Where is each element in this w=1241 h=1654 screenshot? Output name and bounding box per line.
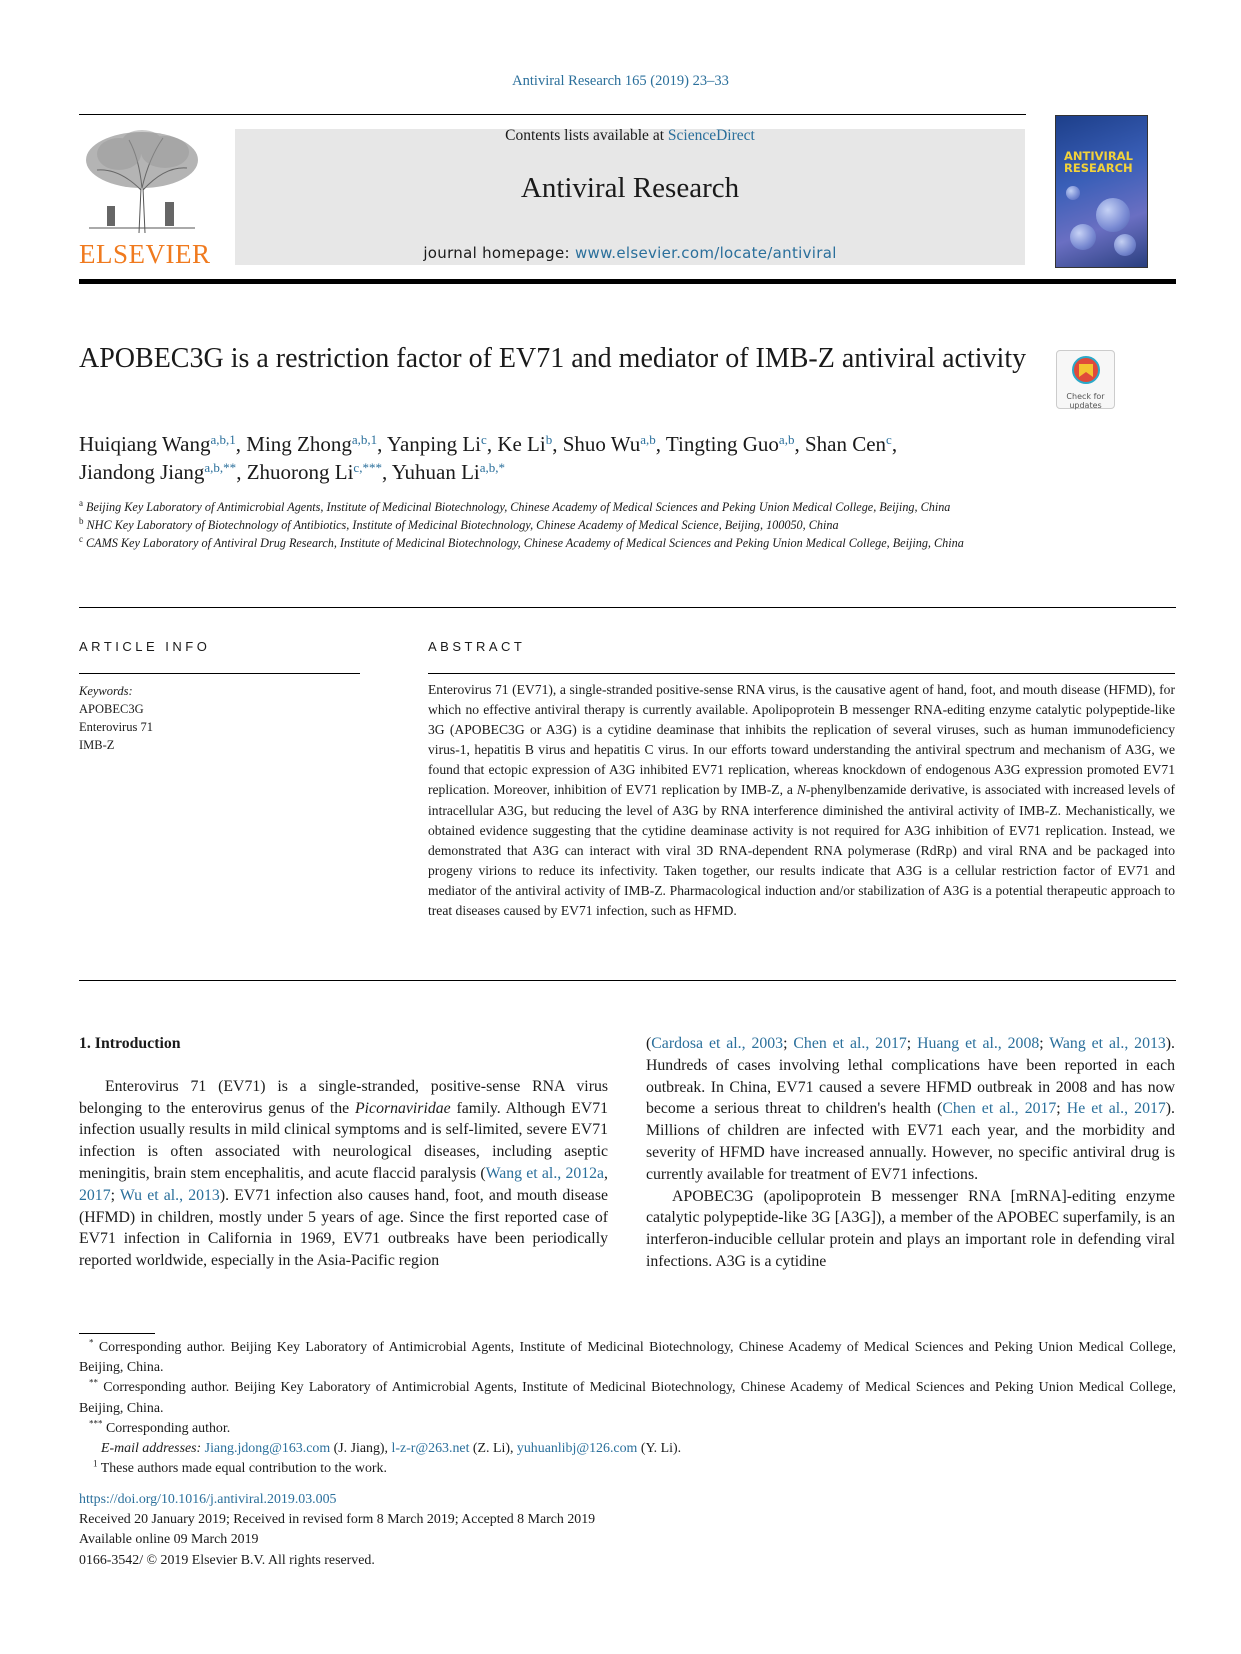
author-name[interactable]: Zhuorong Li: [246, 460, 354, 484]
affiliation-mark: a: [79, 497, 83, 508]
keywords-label: Keywords:: [79, 684, 133, 698]
affiliation-mark: c: [79, 533, 83, 544]
author-affiliation-mark[interactable]: b: [545, 432, 553, 447]
author-name[interactable]: Jiandong Jiang: [79, 460, 205, 484]
masthead-rule: [79, 279, 1176, 284]
author-separator: ,: [655, 432, 666, 456]
author-separator: ,: [377, 432, 387, 456]
author-name[interactable]: Yuhuan Li: [391, 460, 480, 484]
sciencedirect-link[interactable]: ScienceDirect: [667, 127, 755, 144]
article-metadata: [79, 1490, 595, 1571]
text-run: ;: [1056, 1100, 1067, 1118]
author-separator: ,: [236, 460, 247, 484]
text-run: Enterovirus 71 (EV71) is a single-stranded, positive-sense RNA virus belonging to the enterovirus genus of the: [79, 1077, 608, 1117]
citation-link[interactable]: Chen et al., 2017: [793, 1035, 907, 1052]
copyright: 0166-3542/ © 2019 Elsevier B.V. All rights reserved.: [79, 1552, 375, 1568]
affiliation-item: [79, 516, 1039, 534]
email-footnote: [79, 1439, 1176, 1459]
author-list: [79, 430, 1179, 486]
author-separator: ,: [891, 432, 898, 456]
footnote-text: (Y. Li).: [637, 1441, 682, 1457]
footnote-mark: *: [89, 1337, 94, 1348]
author-separator: ,: [552, 432, 563, 456]
intro-paragraph-continued: [646, 1033, 1175, 1186]
cover-virus-graphic: [1096, 198, 1130, 232]
abstract-bottom-rule: [79, 980, 1176, 981]
email-link[interactable]: yuhuanlibj@126.com: [516, 1441, 638, 1457]
author-affiliation-mark[interactable]: c: [481, 432, 487, 447]
footnote: [79, 1338, 1176, 1378]
text-run: (: [646, 1035, 652, 1052]
author-name[interactable]: Yanping Li: [386, 432, 482, 456]
citation-link[interactable]: Wu et al., 2013: [119, 1186, 220, 1204]
email-label: E-mail addresses:: [101, 1441, 202, 1457]
keyword-item: IMB-Z: [79, 738, 115, 752]
affiliation-item: [79, 498, 1039, 516]
affiliation-mark: b: [79, 515, 84, 526]
affiliation-list: [79, 498, 1039, 552]
abstract-part: Enterovirus 71 (EV71), a single-stranded positive-sense RNA virus, is the causative agent of hand, foot, and mouth disease (HFMD), for which no effective antiviral therapy is currently available. Apolipoprotein B messenger RNA-editing enzyme catalytic polypeptide-like 3G (APOBEC3G or A3G) is a cytidine deaminase that inhibits the replication of several viruses, such as human immunodeficiency virus-1, hepatitis B virus and hepatitis C virus. In our efforts toward understanding the antiviral spectrum and mechanism of A3G, we found that ectopic expression of A3G inhibited EV71 replication, whereas knockdown of endogenous A3G expression promoted EV71 replication. Moreover, inhibition of EV71 replication by IMB-Z, a: [428, 682, 1175, 798]
affiliation-item: [79, 534, 1039, 552]
author-separator: ,: [381, 460, 392, 484]
journal-masthead: [235, 129, 1025, 265]
abstract-italic: N: [796, 782, 806, 798]
available-online: Available online 09 March 2019: [79, 1532, 259, 1548]
author-separator: ,: [486, 432, 498, 456]
keyword-item: APOBEC3G: [79, 702, 144, 716]
homepage-link[interactable]: www.elsevier.com/locate/antiviral: [574, 244, 837, 262]
contents-prefix: Contents lists available at: [505, 127, 665, 144]
doi-link[interactable]: https://doi.org/10.1016/j.antiviral.2019.03.005: [79, 1492, 337, 1507]
footnote: [79, 1378, 1176, 1418]
footnote-text: Corresponding author. Beijing Key Laboratory of Antimicrobial Agents, Institute of Medicinal Biotechnology, Chinese Academy of Medical Sciences and Peking Union Medical College, Beijing, China.: [79, 1380, 1176, 1416]
cover-title-line1: ANTIVIRAL: [1064, 149, 1133, 163]
article-info-heading: ARTICLE INFO: [79, 639, 211, 654]
abstract-text: [428, 680, 1175, 921]
author-name[interactable]: Ming Zhong: [246, 432, 352, 456]
text-run: ;: [1039, 1035, 1050, 1052]
text-run: ). Millions of children are infected with EV71 each year, and the morbidity and severity of HFMD have increased annually. However, no specific antiviral drug is currently available for treatment of EV71 infections.: [646, 1100, 1175, 1183]
keywords-block: [79, 682, 153, 754]
author-name[interactable]: Shuo Wu: [562, 432, 641, 456]
contents-availability: [235, 127, 1025, 145]
author-affiliation-mark[interactable]: c,***: [353, 460, 382, 475]
elsevier-tree-icon: [79, 128, 205, 236]
abstract-part: -phenylbenzamide derivative, is associated with increased levels of intracellular A3G, but reducing the level of A3G by RNA interference diminished the antiviral activity of IMB-Z. Mechanistically, we obtained evidence suggesting that the cytidine deaminase activity is not required for A3G inhibition of EV71 replication. Instead, we demonstrated that A3G can interact with viral 3D RNA-dependent RNA polymerase (RdRp) and viral RNA and be packaged into progeny virions to reduce its infectivity. Taken together, our results indicate that A3G is a cellular restriction factor of EV71 and mediator of the antiviral activity of IMB-Z. Pharmacological induction and/or stabilization of A3G is a potential therapeutic approach to treat diseases caused by EV71 infection, such as HFMD.: [428, 782, 1175, 919]
cover-virus-graphic: [1070, 224, 1096, 250]
body-paragraph: APOBEC3G (apolipoprotein B messenger RNA [mRNA]-editing enzyme catalytic polypeptide-like 3G [A3G]), a member of the APOBEC superfamily, is an interferon-inducible cellular protein and plays an important role in defending viral infections. A3G is a cytidine: [646, 1187, 1175, 1270]
citation-link[interactable]: Wang et al., 2012a: [485, 1164, 605, 1182]
affiliation-text: CAMS Key Laboratory of Antiviral Drug Research, Institute of Medicinal Biotechnology, Chinese Academy of Medical Sciences and Peking Union Medical College, Beijing, China: [86, 536, 964, 550]
footnote: [79, 1459, 1176, 1479]
footnote-mark: ***: [89, 1418, 103, 1429]
author-affiliation-mark[interactable]: c: [886, 432, 892, 447]
affiliation-text: Beijing Key Laboratory of Antimicrobial Agents, Institute of Medicinal Biotechnology, Chinese Academy of Medical Sciences and Peking Union Medical College, Beijing, China: [86, 500, 951, 514]
body-column-left: [79, 1033, 608, 1272]
footnote-mark: **: [89, 1377, 98, 1388]
footnotes: [79, 1338, 1176, 1479]
cover-title: [1064, 150, 1133, 174]
text-run: family. Although EV71 infection usually results in mild clinical symptoms and is self-limited, severe EV71 infection is often associated with neurological diseases, including aseptic meningitis, brain stem encephalitis, and acute flaccid paralysis (: [79, 1099, 608, 1182]
text-run: ,: [604, 1164, 608, 1182]
elsevier-logo: [79, 128, 211, 269]
text-run: ). EV71 infection also causes hand, foot, and mouth disease (HFMD) in children, mostly under 5 years of age. Since the first reported case of EV71 infection in California in 1969, EV71 outbreaks have been periodically reported worldwide, especially in the Asia-Pacific region: [79, 1186, 608, 1270]
journal-title: Antiviral Research: [520, 172, 740, 204]
footnote-mark: 1: [93, 1458, 98, 1469]
footnote-text: Corresponding author.: [102, 1420, 231, 1436]
text-run: ;: [110, 1186, 120, 1204]
author-separator: ,: [235, 432, 247, 456]
author-name[interactable]: Shan Cen: [804, 432, 887, 456]
footnote-rule: [79, 1333, 155, 1334]
footnote-text: (J. Jiang),: [330, 1441, 392, 1457]
intro-paragraph: [79, 1076, 608, 1272]
citation-link[interactable]: Chen et al., 2017: [942, 1100, 1057, 1118]
article-info-rule: [79, 673, 360, 674]
footnote-text: Corresponding author. Beijing Key Laboratory of Antimicrobial Agents, Institute of Medicinal Biotechnology, Chinese Academy of Medical Sciences and Peking Union Medical College, Beijing, China.: [79, 1340, 1176, 1376]
crossmark-icon: [1071, 355, 1101, 385]
author-affiliation-mark[interactable]: a,b: [640, 432, 656, 447]
received-dates: Received 20 January 2019; Received in revised form 8 March 2019; Accepted 8 March 2019: [79, 1512, 596, 1528]
cover-title-line2: RESEARCH: [1064, 161, 1133, 175]
journal-cover-image[interactable]: [1055, 115, 1148, 268]
citation-link[interactable]: 2017: [79, 1186, 111, 1204]
author-affiliation-mark[interactable]: a,b,*: [479, 460, 506, 475]
author-affiliation-mark[interactable]: a,b,1: [210, 432, 236, 447]
citation-link[interactable]: Huang et al., 2008: [917, 1035, 1040, 1052]
abstract-rule: [428, 673, 1175, 674]
homepage-prefix: journal homepage:: [423, 244, 570, 262]
check-for-updates-badge[interactable]: [1056, 350, 1115, 409]
author-affiliation-mark[interactable]: a,b,1: [351, 432, 378, 447]
cfu-line2: updates: [1069, 401, 1102, 410]
article-title: APOBEC3G is a restriction factor of EV71 and mediator of IMB-Z antiviral activity: [79, 343, 1027, 374]
text-run: ;: [783, 1035, 794, 1052]
footnote-text: These authors made equal contribution to the work.: [97, 1461, 387, 1477]
section-rule: [79, 607, 1176, 608]
header-rule: [79, 114, 1026, 115]
citation-link[interactable]: Cardosa et al., 2003: [651, 1035, 784, 1052]
journal-homepage: [235, 244, 1025, 262]
keyword-item: Enterovirus 71: [79, 720, 153, 734]
body-column-right: [646, 1033, 1175, 1273]
author-name[interactable]: Tingting Guo: [665, 432, 779, 456]
email-link[interactable]: Jiang.jdong@163.com: [204, 1441, 331, 1457]
author-separator: ,: [794, 432, 805, 456]
email-link[interactable]: l-z-r@263.net: [391, 1441, 470, 1457]
footnote-text: (Z. Li),: [469, 1441, 517, 1457]
section-heading: 1. Introduction: [79, 1035, 181, 1052]
cover-virus-graphic: [1066, 186, 1080, 200]
text-run: ;: [906, 1035, 918, 1052]
affiliation-text: NHC Key Laboratory of Biotechnology of Antibiotics, Institute of Medicinal Biotechnology, Chinese Academy of Medical Science, Beijing, 100050, China: [86, 518, 839, 532]
check-for-updates-label: [1057, 392, 1114, 410]
elsevier-wordmark: ELSEVIER: [79, 239, 211, 269]
text-run: ). Hundreds of cases involving lethal complications have been reported in each outbreak. In China, EV71 caused a severe HFMD outbreak in 2008 and has now become a serious threat to children's health (: [646, 1035, 1175, 1118]
citation-link[interactable]: Wang et al., 2013: [1049, 1035, 1166, 1052]
text-italic: Picornaviridae: [355, 1099, 451, 1117]
cfu-line1: Check for: [1066, 392, 1105, 401]
abstract-heading: ABSTRACT: [428, 639, 526, 654]
journal-citation-link[interactable]: Antiviral Research 165 (2019) 23–33: [512, 73, 729, 89]
author-affiliation-mark[interactable]: a,b: [778, 432, 795, 447]
citation-link[interactable]: He et al., 2017: [1066, 1100, 1166, 1118]
author-name[interactable]: Ke Li: [497, 432, 546, 456]
footnote: [79, 1419, 1176, 1439]
author-name[interactable]: Huiqiang Wang: [79, 432, 211, 456]
author-affiliation-mark[interactable]: a,b,**: [204, 460, 237, 475]
cover-virus-graphic: [1114, 234, 1136, 256]
